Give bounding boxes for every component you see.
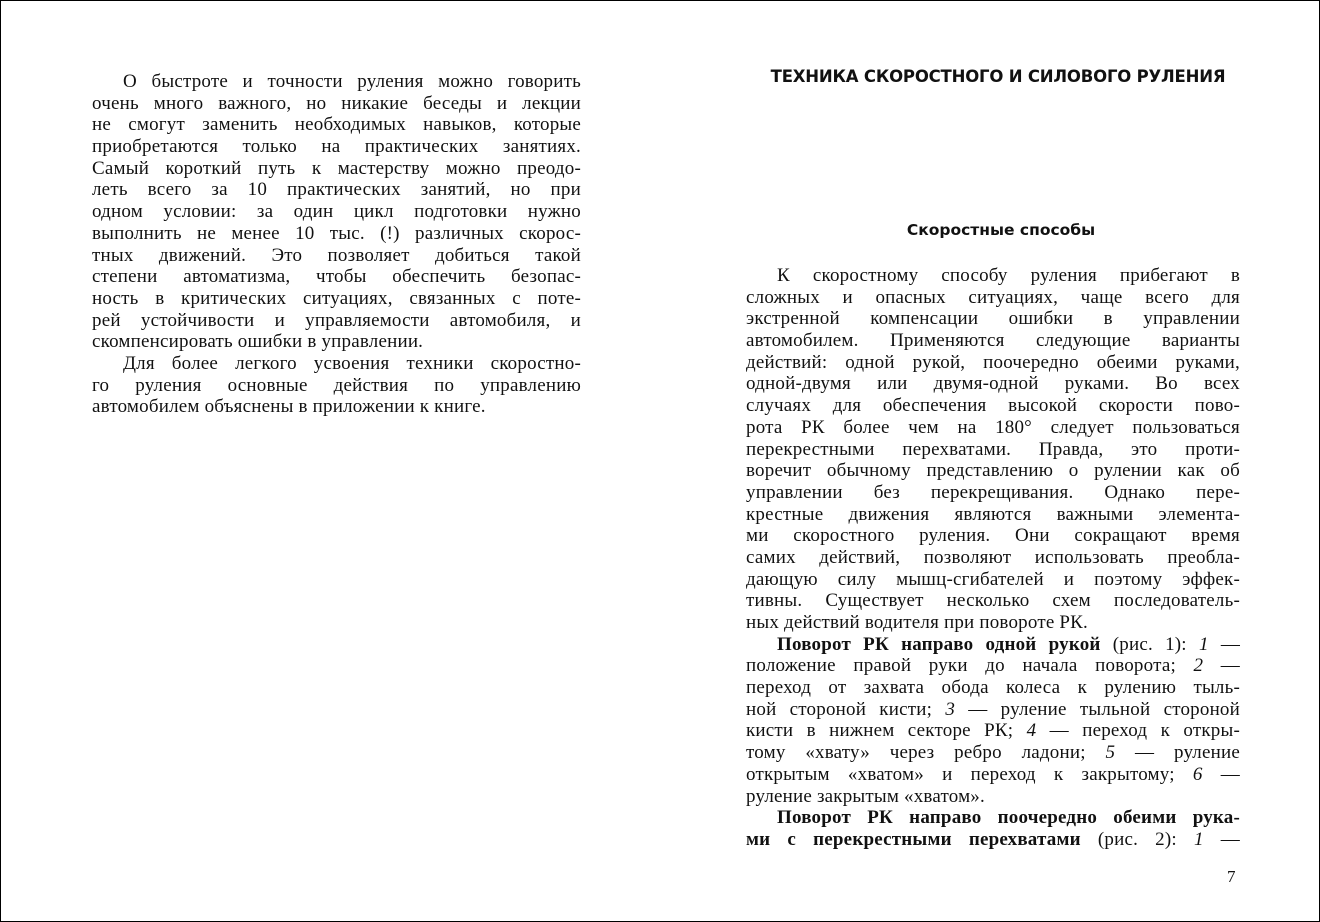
text-run: — [1208, 633, 1241, 655]
text-line: очень много важного, но никакие беседы и лекции [92, 92, 581, 114]
text-line: го руления основные действия по управлению [92, 374, 581, 396]
step-number: 2 [1193, 655, 1204, 677]
text-run: (рис. 1): [1100, 633, 1199, 655]
text-line: Самый короткий путь к мастерству можно преодо- [92, 157, 581, 179]
left-page-text [92, 71, 581, 418]
text-run: тому «хвату» через ребро ладони; [746, 742, 1106, 764]
bold-term: ми с перекрестными перехватами [746, 828, 1081, 850]
right-page-text [746, 265, 1240, 851]
text-line: одной-двумя или двумя-одной руками. Во всех [746, 373, 1240, 395]
step-number: 3 [945, 698, 956, 720]
text-line [746, 807, 1240, 829]
text-run: положение правой руки до начала поворота; [746, 655, 1194, 677]
text-line: тивны. Существует несколько схем последователь- [746, 590, 1240, 612]
running-head: ТЕХНИКА СКОРОСТНОГО И СИЛОВОГО РУЛЕНИЯ [770, 67, 1226, 86]
text-line: самих действий, позволяют использовать преобла- [746, 546, 1240, 568]
text-line: одном условии: за один цикл подготовки нужно [92, 201, 581, 223]
text-line: действий: одной рукой, поочередно обеими руками, [746, 351, 1240, 373]
text-run: — переход к откры- [1036, 720, 1240, 742]
text-line [746, 829, 1240, 851]
step-number: 6 [1192, 763, 1203, 785]
text-run: открытым «хватом» и переход к закрытому; [746, 763, 1193, 785]
bold-term: Поворот РК направо поочередно обеими рука- [777, 807, 1240, 829]
text-line: крестные движения являются важными элемента- [746, 503, 1240, 525]
text-line [746, 655, 1240, 677]
step-number: 1 [1194, 828, 1204, 850]
text-run: — [1203, 655, 1240, 677]
text-line [746, 699, 1240, 721]
text-line: степени автоматизма, чтобы обеспечить безопас- [92, 266, 581, 288]
text-line: руление закрытым «хватом». [746, 785, 985, 807]
text-line: О быстроте и точности руления можно говорить [123, 71, 581, 92]
text-line: тных движений. Это позволяет добиться такой [92, 244, 581, 266]
text-line: скомпенсировать ошибки в управлении. [92, 331, 424, 353]
text-line: случаях для обеспечения высокой скорости пово- [746, 395, 1240, 417]
text-line: Для более легкого усвоения техники скоростно- [123, 352, 581, 374]
text-run: кисти в нижнем секторе РК; [746, 720, 1027, 742]
text-line [746, 764, 1240, 786]
text-line: леть всего за 10 практических занятий, но при [92, 179, 581, 201]
text-line: ных действий водителя при повороте РК. [746, 612, 1089, 633]
text-line: ность в критических ситуациях, связанных с поте- [92, 287, 581, 309]
text-line: ми скоростного руления. Они сокращают время [746, 525, 1240, 547]
text-run: — [1203, 828, 1241, 850]
text-line [746, 742, 1240, 764]
bold-term: Поворот РК направо одной рукой [777, 633, 1101, 655]
text-run: (рис. 2): [1080, 828, 1194, 850]
text-line: рота РК более чем на 180° следует пользоваться [746, 416, 1240, 438]
text-line: приобретаются только на практических занятиях. [92, 136, 581, 158]
text-line: автомобилем объяснены в приложении к книге. [92, 396, 486, 418]
text-line: экстренной компенсации ошибки в управлении [746, 308, 1240, 330]
text-line: выполнить не менее 10 тыс. (!) различных скорос- [92, 222, 581, 244]
text-line: перекрестными перехватами. Правда, это проти- [746, 438, 1240, 460]
step-number: 5 [1105, 742, 1116, 764]
text-line: не смогут заменить необходимых навыков, которые [92, 114, 581, 136]
text-line: управлении без перекрещивания. Однако пере- [746, 481, 1240, 503]
text-line: переход от захвата обода колеса к рулению тыль- [746, 677, 1240, 699]
text-line: рей устойчивости и управляемости автомобиля, и [92, 309, 581, 331]
text-line: дающую силу мышц-сгибателей и поэтому эффек- [746, 568, 1240, 590]
text-run: — [1202, 763, 1240, 785]
text-line [746, 634, 1240, 656]
text-line: сложных и опасных ситуациях, чаще всего для [746, 286, 1240, 308]
text-run: — руление [1115, 742, 1240, 764]
text-line: воречит обычному представлению о рулении как об [746, 460, 1240, 482]
text-line: автомобилем. Применяются следующие варианты [746, 330, 1240, 352]
page-number: 7 [1227, 867, 1236, 886]
text-line [746, 720, 1240, 742]
step-number: 4 [1026, 720, 1037, 742]
step-number: 1 [1198, 633, 1209, 655]
text-line: К скоростному способу руления прибегают в [777, 265, 1240, 286]
text-run: — руление тыльной стороной [955, 698, 1241, 720]
section-title: Скоростные способы [906, 221, 1096, 239]
text-run: ной стороной кисти; [746, 698, 946, 720]
